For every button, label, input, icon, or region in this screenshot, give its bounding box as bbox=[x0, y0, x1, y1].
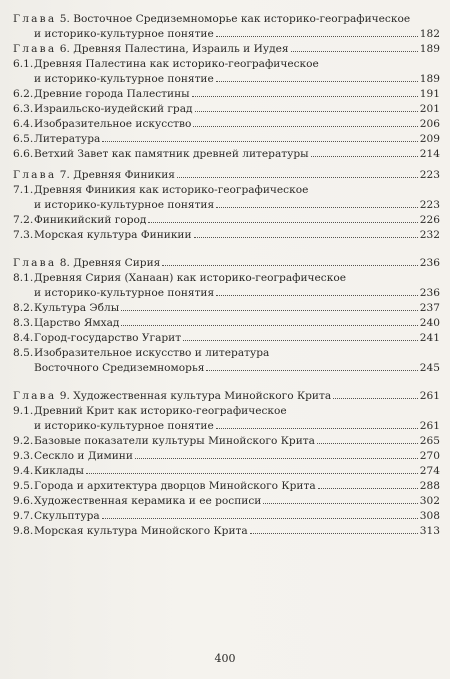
entry-title: и историко-культурное понятие bbox=[34, 28, 214, 40]
dot-leader bbox=[86, 473, 418, 474]
entry-title: и историко-культурное понятия bbox=[34, 287, 215, 299]
chapter-label: Глава bbox=[13, 390, 57, 402]
dot-leader bbox=[333, 398, 418, 399]
entry-title: Восточного Средиземноморья bbox=[34, 362, 205, 374]
dot-leader bbox=[311, 156, 418, 157]
dot-leader bbox=[216, 428, 418, 429]
entry-page-number: 236 bbox=[419, 287, 440, 299]
dot-leader bbox=[193, 126, 417, 127]
entry-page-number: 236 bbox=[419, 257, 440, 269]
dot-leader bbox=[162, 265, 417, 266]
entry-title: Скульптура bbox=[34, 510, 100, 522]
entry-page-number: 308 bbox=[419, 510, 440, 522]
entry-title: Изобразительное искусство bbox=[34, 118, 192, 130]
section-number: 6.1. bbox=[13, 58, 34, 70]
entry-title: и историко-культурное понятие bbox=[34, 420, 214, 432]
dot-leader bbox=[291, 51, 418, 52]
entry-page-number: 237 bbox=[419, 302, 440, 314]
chapter-label: Глава bbox=[13, 43, 57, 55]
dot-leader bbox=[192, 96, 418, 97]
entry-page-number: 189 bbox=[419, 73, 440, 85]
toc-section-entry bbox=[13, 301, 440, 316]
entry-title: Царство Ямхад bbox=[34, 317, 120, 329]
entry-title: Ветхий Завет как памятник древней литературы bbox=[34, 148, 309, 160]
entry-page-number: 223 bbox=[419, 169, 440, 181]
entry-title: Культура Эблы bbox=[34, 302, 120, 314]
dot-leader bbox=[195, 111, 418, 112]
toc-section-entry bbox=[13, 524, 440, 539]
toc-section-entry bbox=[13, 464, 440, 479]
dot-leader bbox=[148, 222, 417, 223]
toc-section-entry bbox=[13, 228, 440, 243]
toc-section-entry bbox=[13, 87, 440, 102]
dot-leader bbox=[194, 237, 418, 238]
section-number: 8.3. bbox=[13, 317, 34, 329]
toc-chapter-entry bbox=[13, 168, 440, 183]
entry-page-number: 313 bbox=[419, 525, 440, 537]
entry-page-number: 201 bbox=[419, 103, 440, 115]
section-number: 6.2. bbox=[13, 88, 34, 100]
entry-title: 7. Древняя Финикия bbox=[59, 169, 175, 181]
dot-leader bbox=[317, 443, 418, 444]
entry-title: Финикийский город bbox=[34, 214, 147, 226]
section-number: 9.2. bbox=[13, 435, 34, 447]
toc-section-entry bbox=[13, 213, 440, 228]
entry-title: Города и архитектура дворцов Минойского Крита bbox=[34, 480, 316, 492]
section-number: 9.3. bbox=[13, 450, 34, 462]
dot-leader bbox=[177, 177, 418, 178]
section-number: 9.8. bbox=[13, 525, 34, 537]
entry-title: 6. Древняя Палестина, Израиль и Иудея bbox=[59, 43, 289, 55]
section-number: 9.4. bbox=[13, 465, 34, 477]
entry-title: Город-государство Угарит bbox=[34, 332, 182, 344]
entry-page-number: 261 bbox=[419, 390, 440, 402]
entry-page-number: 191 bbox=[419, 88, 440, 100]
entry-title: 5. Восточное Средиземноморье как историко-географическое bbox=[59, 13, 411, 25]
entry-page-number: 226 bbox=[419, 214, 440, 226]
section-number: 8.2. bbox=[13, 302, 34, 314]
dot-leader bbox=[102, 518, 418, 519]
entry-title: Изобразительное искусство и литература bbox=[34, 347, 270, 359]
entry-title: Литература bbox=[34, 133, 101, 145]
toc-section-entry bbox=[13, 271, 440, 301]
entry-title: Израильско-иудейский град bbox=[34, 103, 193, 115]
entry-title: Художественная керамика и ее росписи bbox=[34, 495, 262, 507]
section-number: 7.3. bbox=[13, 229, 34, 241]
entry-page-number: 240 bbox=[419, 317, 440, 329]
toc-section-entry bbox=[13, 117, 440, 132]
dot-leader bbox=[206, 370, 417, 371]
entry-title: 9. Художественная культура Минойского Крита bbox=[59, 390, 332, 402]
section-number: 7.1. bbox=[13, 184, 34, 196]
dot-leader bbox=[121, 325, 417, 326]
entry-page-number: 241 bbox=[419, 332, 440, 344]
toc-section-entry bbox=[13, 132, 440, 147]
section-number: 9.5. bbox=[13, 480, 34, 492]
dot-leader bbox=[216, 207, 418, 208]
toc-chapter-entry bbox=[13, 256, 440, 271]
entry-page-number: 223 bbox=[419, 199, 440, 211]
entry-page-number: 206 bbox=[419, 118, 440, 130]
chapter-label: Глава bbox=[13, 257, 57, 269]
toc-section-entry bbox=[13, 346, 440, 376]
dot-leader bbox=[216, 81, 418, 82]
entry-title: Древняя Сирия (Ханаан) как историко-географическое bbox=[34, 272, 346, 284]
toc-section-entry bbox=[13, 449, 440, 464]
toc-section-entry bbox=[13, 494, 440, 509]
section-number: 7.2. bbox=[13, 214, 34, 226]
section-number: 6.6. bbox=[13, 148, 34, 160]
toc-section-entry bbox=[13, 57, 440, 87]
entry-page-number: 214 bbox=[419, 148, 440, 160]
section-number: 6.3. bbox=[13, 103, 34, 115]
entry-page-number: 274 bbox=[419, 465, 440, 477]
toc-section-entry bbox=[13, 316, 440, 331]
entry-title: Древняя Финикия как историко-географическое bbox=[34, 184, 309, 196]
dot-leader bbox=[183, 340, 418, 341]
entry-page-number: 302 bbox=[419, 495, 440, 507]
entry-page-number: 189 bbox=[419, 43, 440, 55]
entry-page-number: 182 bbox=[419, 28, 440, 40]
entry-title: Древний Крит как историко-географическое bbox=[34, 405, 287, 417]
entry-title: Древние города Палестины bbox=[34, 88, 190, 100]
section-number: 9.6. bbox=[13, 495, 34, 507]
table-of-contents bbox=[13, 12, 440, 539]
toc-section-entry bbox=[13, 183, 440, 213]
chapter-label: Глава bbox=[13, 13, 57, 25]
toc-section-entry bbox=[13, 331, 440, 346]
dot-leader bbox=[250, 533, 418, 534]
page-number: 400 bbox=[214, 652, 236, 665]
entry-page-number: 270 bbox=[419, 450, 440, 462]
entry-title: Морская культура Минойского Крита bbox=[34, 525, 248, 537]
section-number: 8.1. bbox=[13, 272, 34, 284]
entry-title: 8. Древняя Сирия bbox=[59, 257, 161, 269]
section-number: 8.4. bbox=[13, 332, 34, 344]
chapter-label: Глава bbox=[13, 169, 57, 181]
entry-title: Морская культура Финикии bbox=[34, 229, 192, 241]
entry-page-number: 288 bbox=[419, 480, 440, 492]
dot-leader bbox=[216, 36, 418, 37]
entry-page-number: 261 bbox=[419, 420, 440, 432]
entry-title: Сескло и Димини bbox=[34, 450, 133, 462]
toc-chapter-entry bbox=[13, 12, 440, 42]
toc-section-entry bbox=[13, 434, 440, 449]
entry-page-number: 245 bbox=[419, 362, 440, 374]
section-number: 6.5. bbox=[13, 133, 34, 145]
dot-leader bbox=[121, 310, 418, 311]
entry-title: Киклады bbox=[34, 465, 84, 477]
toc-section-entry bbox=[13, 404, 440, 434]
dot-leader bbox=[263, 503, 417, 504]
entry-title: и историко-культурное понятие bbox=[34, 73, 214, 85]
section-number: 9.1. bbox=[13, 405, 34, 417]
section-number: 9.7. bbox=[13, 510, 34, 522]
toc-section-entry bbox=[13, 479, 440, 494]
toc-chapter-entry bbox=[13, 42, 440, 57]
dot-leader bbox=[216, 295, 418, 296]
toc-chapter-entry bbox=[13, 389, 440, 404]
toc-section-entry bbox=[13, 147, 440, 162]
entry-page-number: 265 bbox=[419, 435, 440, 447]
toc-section-entry bbox=[13, 102, 440, 117]
dot-leader bbox=[135, 458, 418, 459]
entry-page-number: 209 bbox=[419, 133, 440, 145]
entry-title: Базовые показатели культуры Минойского Крита bbox=[34, 435, 315, 447]
toc-section-entry bbox=[13, 509, 440, 524]
entry-title: Древняя Палестина как историко-географическое bbox=[34, 58, 319, 70]
entry-title: и историко-культурное понятия bbox=[34, 199, 215, 211]
section-number: 8.5. bbox=[13, 347, 34, 359]
section-number: 6.4. bbox=[13, 118, 34, 130]
entry-page-number: 232 bbox=[419, 229, 440, 241]
dot-leader bbox=[102, 141, 417, 142]
dot-leader bbox=[318, 488, 418, 489]
